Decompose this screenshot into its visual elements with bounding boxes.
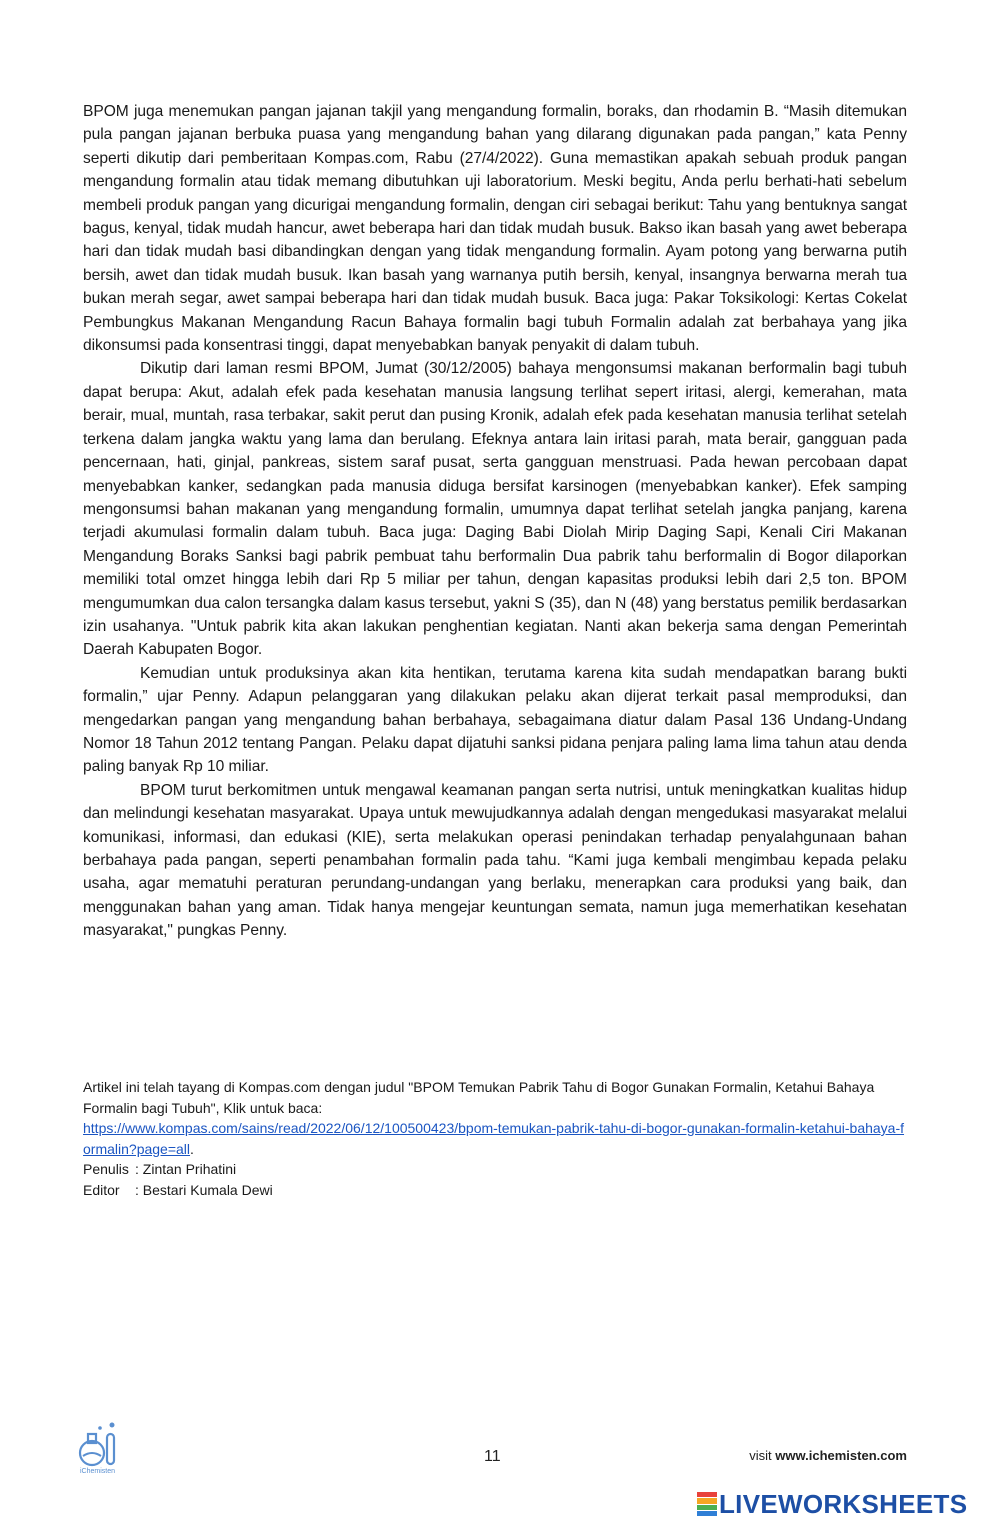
paragraph-3: Kemudian untuk produksinya akan kita hentikan, terutama karena kita sudah mendapatkan barang bukti formalin,” ujar Penny. Adapun pelanggaran yang dilakukan pelaku akan dijerat terkait pasal memproduksi, dan mengedarkan pangan yang mengandung bahan berbahaya, sebagaimana diatur dalam Pasal 136 Undang-Undang Nomor 18 Tahun 2012 tentang Pangan. Pelaku dapat dijatuhi sanksi pidana penjara paling lama lima tahun atau denda paling banyak Rp 10 miliar. — [83, 664, 907, 776]
paragraph-2: Dikutip dari laman resmi BPOM, Jumat (30/12/2005) bahaya mengonsumsi makanan berformalin bagi tubuh dapat berupa: Akut, adalah efek pada kesehatan manusia langsung terlihat sepert iritasi, alergi, kemerahan, mata berair, mual, muntah, rasa terbakar, sakit perut dan pusing Kronik, adalah efek pada kesehatan manusia terlihat setelah terkena dalam jangka waktu yang lama dan berulang. Efeknya antara lain iritasi parah, mata berair, gangguan pada pencernaan, hati, ginjal, pankreas, sistem saraf pusat, serta gangguan menstruasi. Pada hewan percobaan dapat menyebabkan kanker, sedangkan pada manusia diduga bersifat karsinogen (menyebabkan kanker). Efek samping mengonsumsi bahan makanan yang mengandung formalin, umumnya dapat terlihat setelah jangka panjang, karena terjadi akumulasi formalin dalam tubuh. Baca juga: Daging Babi Diolah Mirip Daging Sapi, Kenali Ciri Makanan Mengandung Boraks Sanksi bagi pabrik pembuat tahu berformalin Dua pabrik tahu berformalin di Bogor dilaporkan memiliki total omzet hingga lebih dari Rp 5 miliar per tahun, dengan kapasitas produksi lebih dari 2,5 ton. BPOM mengumumkan dua calon tersangka dalam kasus tersebut, yakni S (35), dan N (48) yang berstatus pemilik berdasarkan izin usahanya. "Untuk pabrik kita akan lakukan penghentian kegiatan. Nanti akan bekerja sama dengan Pemerintah Daerah Kabupaten Bogor. — [83, 360, 907, 659]
source-link-suffix: . — [190, 1140, 194, 1157]
liveworksheets-logo-icon — [697, 1492, 717, 1516]
editor-name: : Bestari Kumala Dewi — [135, 1181, 273, 1198]
liveworksheets-brand-text: LIVEWORKSHEETS — [719, 1488, 968, 1519]
liveworksheets-brand[interactable] — [697, 1489, 967, 1519]
editor-label: Editor — [83, 1181, 120, 1198]
writer-label: Penulis — [83, 1161, 129, 1177]
source-link-row — [83, 1118, 907, 1159]
paragraph-4: BPOM turut berkomitmen untuk mengawal keamanan pangan serta nutrisi, untuk meningkatkan kualitas hidup dan melindungi kesehatan masyarakat. Upaya untuk mewujudkannya adalah dengan mengedukasi masyarakat melalui komunikasi, informasi, dan edukasi (KIE), serta melakukan operasi penindakan terhadap penyalahgunaan bahan berbahaya pada pangan, seperti penambahan formalin pada tahu. “Kami juga kembali mengimbau kepada pelaku usaha, agar mematuhi peraturan perundang-undangan yang berlaku, menerapkan cara produksi yang baik, dan menggunakan bahan yang aman. Tidak hanya mengejar keuntungan semata, namun juga memerhatikan kesehatan masyarakat," pungkas Penny. — [83, 781, 907, 940]
ichemisten-logo-text: iChemisten — [80, 1468, 116, 1475]
page-number: 11 — [484, 1448, 501, 1465]
editor-row — [83, 1180, 907, 1201]
source-text: Artikel ini telah tayang di Kompas.com dengan judul "BPOM Temukan Pabrik Tahu di Bogor Gunakan Formalin, Ketahui Bahaya Formalin bagi Tubuh", Klik untuk baca: — [83, 1079, 875, 1116]
source-note — [83, 1077, 907, 1200]
paragraph-1: BPOM juga menemukan pangan jajanan takjil yang mengandung formalin, boraks, dan rhodamin B. “Masih ditemukan pula pangan jajanan berbuka puasa yang mengandung bahan yang dilarang digunakan pada pangan,” kata Penny seperti dikutip dari pemberitaan Kompas.com, Rabu (27/4/2022). Guna memastikan apakah sebuah produk pangan mengandung formalin atau tidak memang dibutuhkan uji laboratorium. Meski begitu, Anda perlu berhati-hati sebelum membeli produk pangan yang dicurigai mengandung formalin, dengan ciri sebagai berikut: Tahu yang bentuknya sangat bagus, kenyal, tidak mudah hancur, awet beberapa hari dan tidak mudah busuk. Bakso ikan basah yang awet beberapa hari dan tidak mudah basi dibandingkan dengan yang tidak mengandung formalin. Ayam potong yang berwarna putih bersih, awet dan tidak mudah busuk. Ikan basah yang warnanya putih bersih, kenyal, insangnya berwarna merah tua bukan merah segar, awet sampai beberapa hari dan tidak mudah busuk. Baca juga: Pakar Toksikologi: Kertas Cokelat Pembungkus Makanan Mengandung Racun Bahaya formalin bagi tubuh Formalin adalah zat berbahaya yang jika dikonsumsi pada konsentrasi tinggi, dapat menyebabkan banyak penyakit di dalam tubuh. — [83, 103, 907, 355]
source-link[interactable]: https://www.kompas.com/sains/read/2022/06/12/100500423/bpom-temukan-pabrik-tahu-di-bogor-gunakan-formalin-ketahui-bahaya-formalin?page=all — [83, 1120, 905, 1157]
writer-name: : Zintan Prihatini — [135, 1161, 237, 1177]
visit-prefix: visit — [749, 1448, 776, 1463]
visit-site — [749, 1448, 907, 1463]
writer-row — [83, 1159, 907, 1180]
article-body — [83, 100, 907, 943]
visit-site-url[interactable]: www.ichemisten.com — [775, 1448, 907, 1463]
